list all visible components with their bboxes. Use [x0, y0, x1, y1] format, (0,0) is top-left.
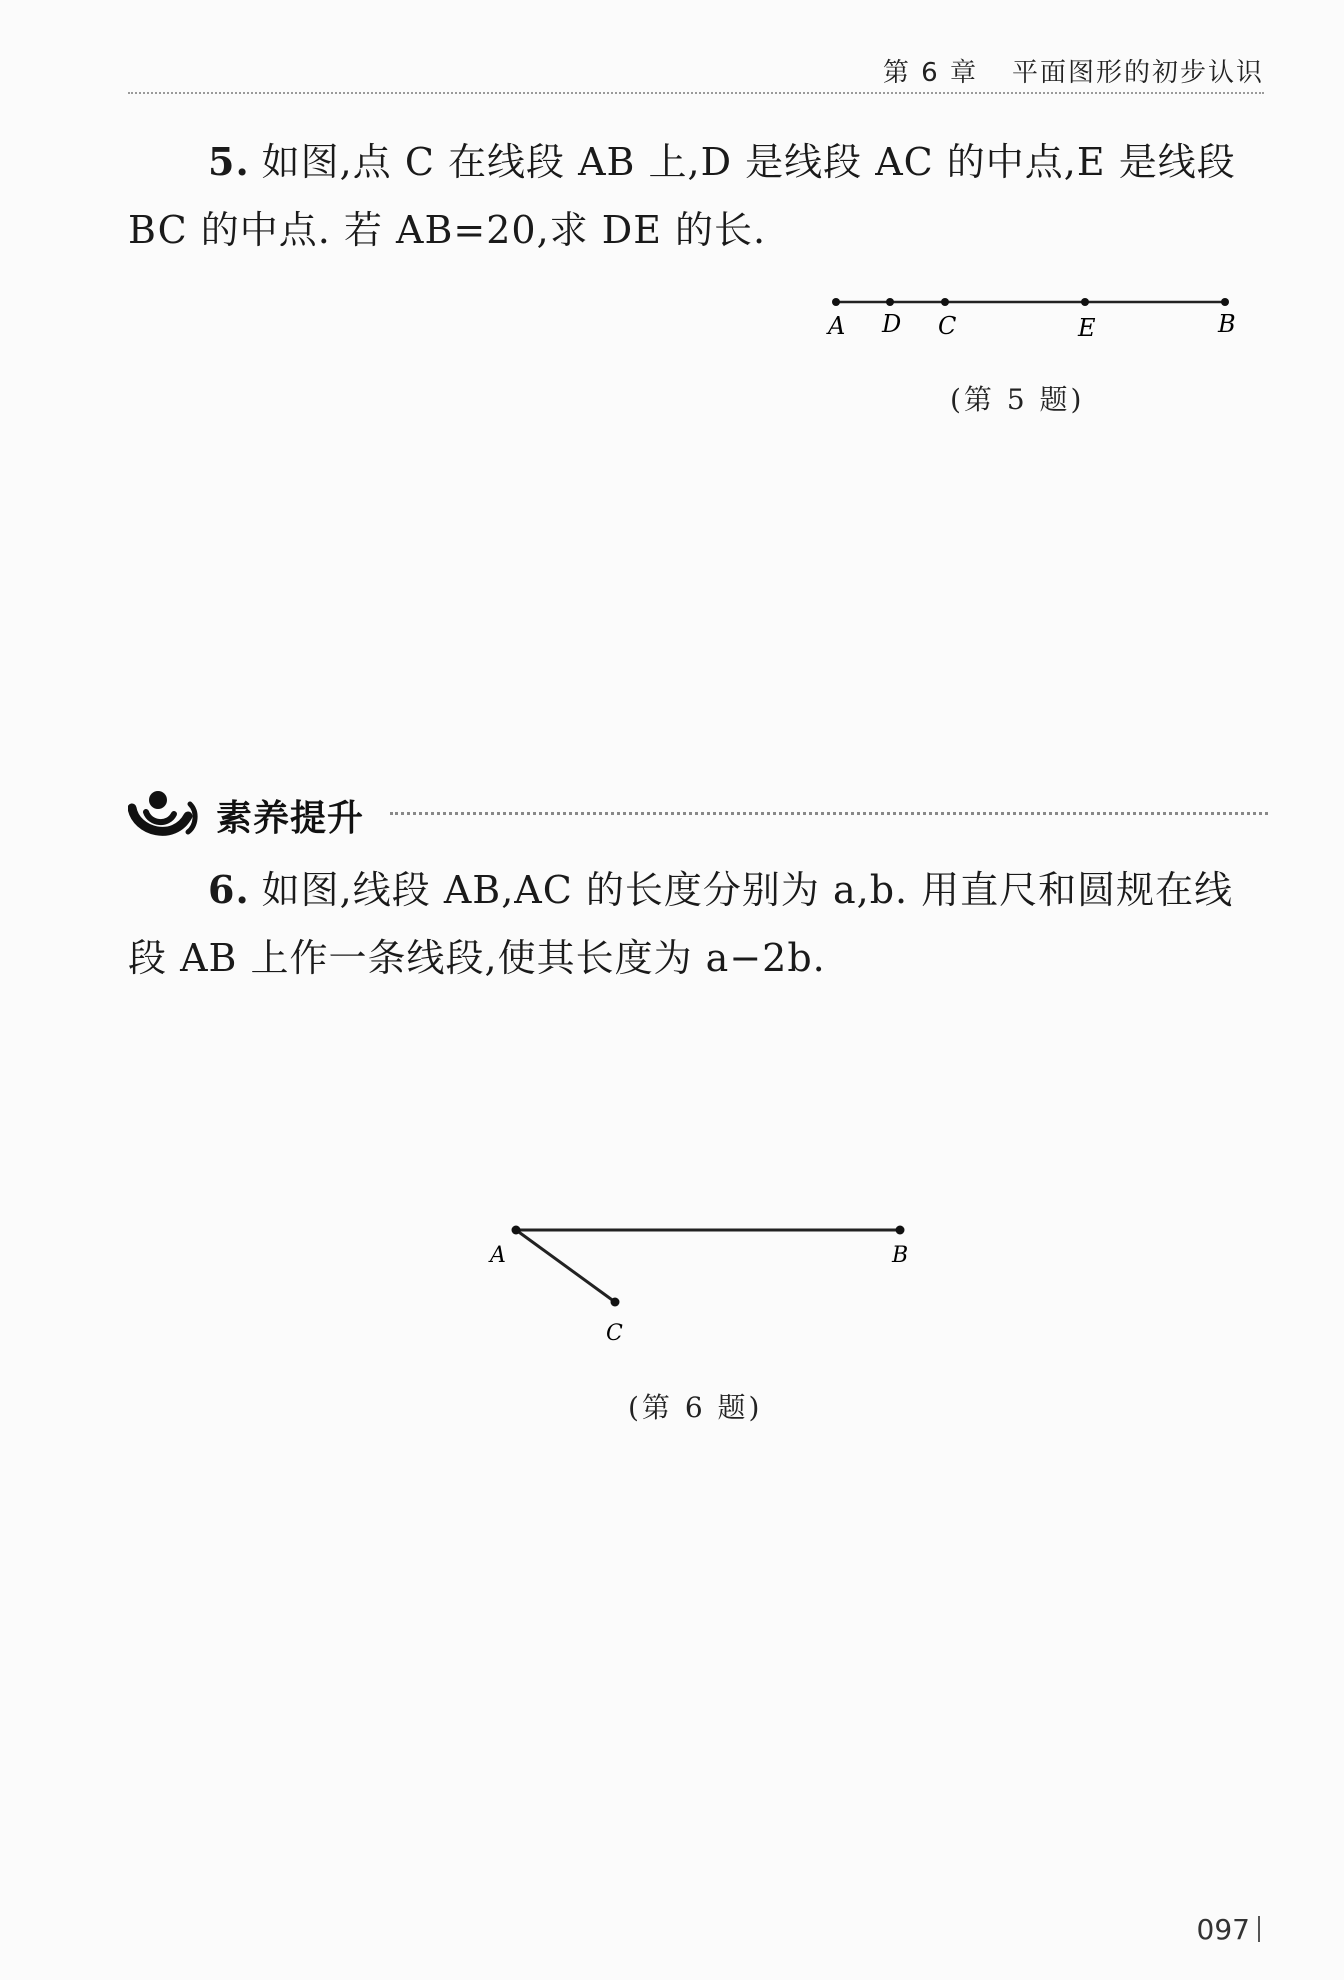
problem-5-text-1: 如图,点 C 在线段 AB 上,D 是线段 AC 的中点,E 是线段: [261, 140, 1236, 184]
section-logo-icon: [128, 786, 204, 848]
section-header: [128, 782, 1268, 852]
point-b-fig5: [1221, 298, 1229, 306]
point-b-fig6: [896, 1226, 905, 1235]
figure-5: [810, 282, 1250, 352]
point-c-fig5: [941, 298, 949, 306]
label-c-fig5: C: [938, 312, 957, 340]
problem-5-line-2: BC 的中点. 若 AB=20,求 DE 的长.: [128, 208, 767, 252]
figure-5-caption: (第 5 题): [950, 383, 1085, 416]
chapter-number: 第 6 章: [882, 58, 978, 88]
problem-5-number: 5.: [208, 139, 250, 184]
label-b-fig6: B: [892, 1243, 909, 1268]
problem-6-line-2: 段 AB 上作一条线段,使其长度为 a−2b.: [128, 936, 826, 980]
point-a-fig5: [832, 298, 840, 306]
chapter-title: 平面图形的初步认识: [1011, 58, 1264, 88]
label-a-fig6: A: [490, 1243, 506, 1268]
figure-6-caption: (第 6 题): [628, 1391, 763, 1424]
page-number: 097: [1197, 1913, 1260, 1946]
section-divider: [390, 812, 1268, 815]
figure-6: [480, 1218, 930, 1348]
point-a-fig6: [512, 1226, 521, 1235]
label-b-fig5: B: [1218, 310, 1236, 338]
point-e-fig5: [1081, 298, 1089, 306]
section-title: 素养提升: [216, 798, 365, 839]
label-c-fig6: C: [606, 1321, 623, 1346]
point-c-fig6: [611, 1298, 620, 1307]
label-d-fig5: D: [882, 310, 902, 338]
label-a-fig5: A: [828, 312, 846, 340]
running-header: [883, 52, 1264, 89]
problem-5-line-1: [208, 128, 1236, 196]
label-e-fig5: E: [1078, 314, 1096, 342]
problem-6-number: 6.: [208, 867, 250, 912]
point-d-fig5: [886, 298, 894, 306]
problem-6-line-1: [208, 856, 1233, 924]
header-divider: [128, 92, 1264, 94]
problem-6-text-1: 如图,线段 AB,AC 的长度分别为 a,b. 用直尺和圆规在线: [261, 868, 1234, 912]
segment-ac-fig6: [516, 1230, 615, 1302]
